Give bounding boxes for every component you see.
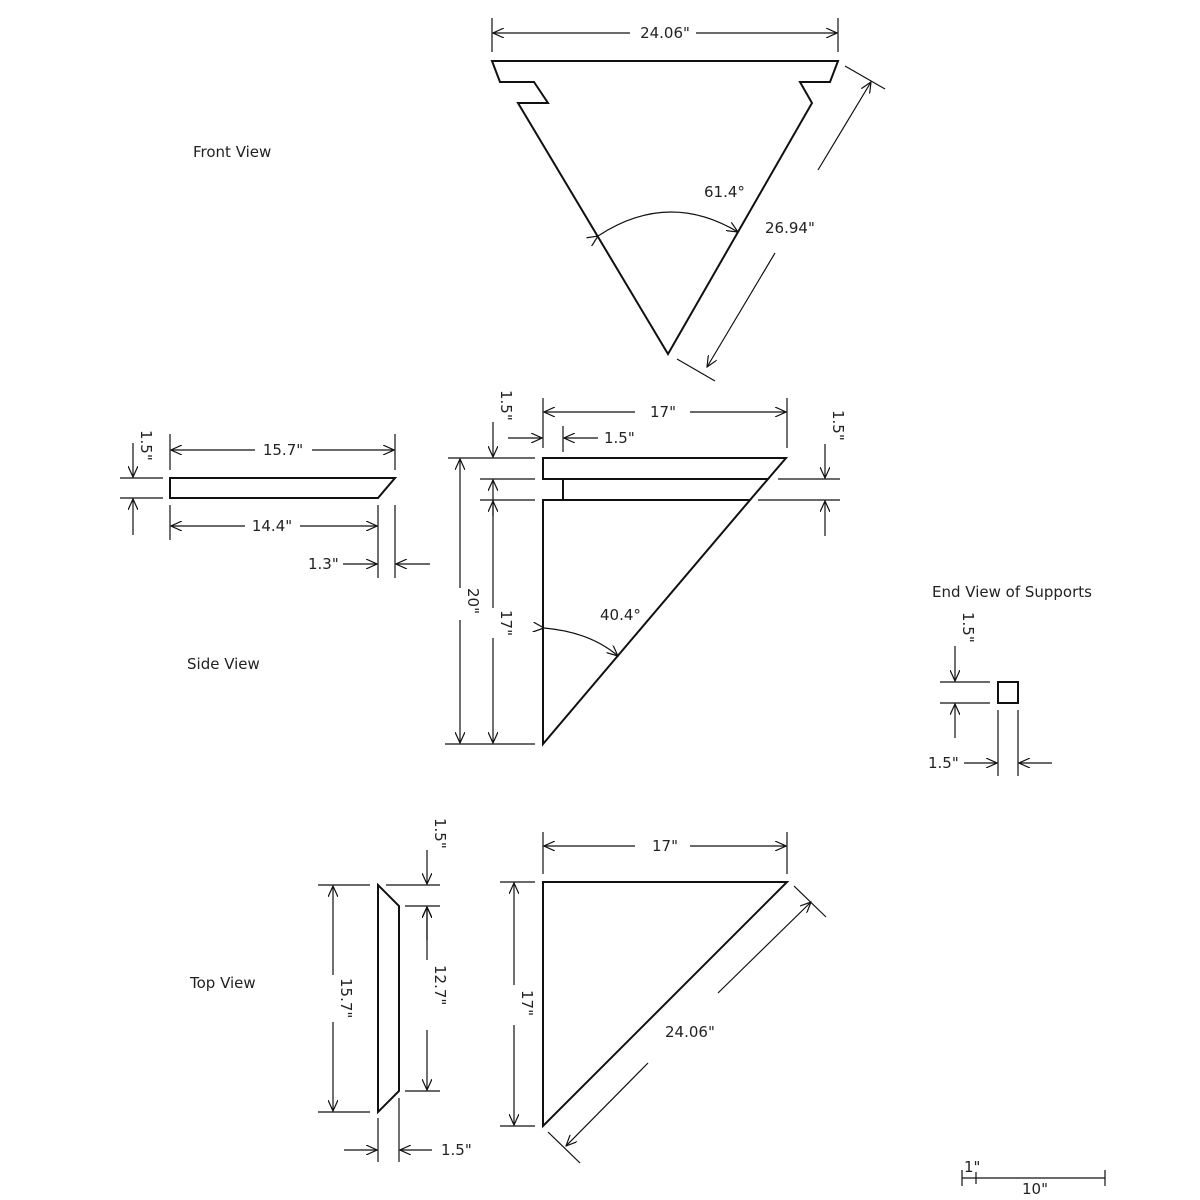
front-side-label: 26.94" (765, 219, 815, 237)
side-bracket-triangle (543, 500, 750, 744)
support-bottom-length-label: 14.4" (251, 517, 293, 535)
top-width-label: 17" (652, 837, 678, 855)
top-view-label: Top View (190, 974, 256, 992)
support-bevel-dimension (343, 505, 430, 578)
end-height-dimension (940, 646, 990, 738)
side-angle-label: 40.4° (600, 606, 641, 624)
front-angle-label: 61.4° (704, 183, 745, 201)
top-support-length-label: 15.7" (337, 978, 355, 1019)
side-top-thickness-dimension (480, 422, 535, 516)
top-support-inner-label: 12.7" (431, 965, 449, 1006)
side-inner-offset-label: 1.5" (604, 429, 635, 447)
top-view-triangle (543, 882, 787, 1126)
side-total-height-label: 20" (464, 588, 482, 614)
side-total-height-dimension (445, 458, 535, 744)
end-width-label: 1.5" (928, 754, 959, 772)
front-width-label: 24.06" (640, 24, 690, 42)
side-lower-height-label: 17" (497, 610, 515, 636)
side-top-thickness-label: 1.5" (497, 390, 515, 421)
end-height-label: 1.5" (959, 612, 977, 643)
scale-large-label: 10" (1022, 1180, 1048, 1198)
front-view-label: Front View (193, 143, 272, 161)
support-thickness-label: 1.5" (137, 430, 155, 461)
top-support-width-dimension (344, 1098, 432, 1162)
scale-small-label: 1" (964, 1158, 981, 1176)
support-bottom-length-dimension (170, 505, 378, 578)
side-inner-offset-dimension (508, 426, 598, 452)
top-support-piece (378, 885, 399, 1112)
front-view-shelf (492, 61, 838, 354)
side-support-piece (170, 478, 395, 498)
side-width-label: 17" (650, 403, 676, 421)
top-support-thickness-label: 1.5" (431, 818, 449, 849)
support-top-length-label: 15.7" (262, 441, 304, 459)
side-view-label: Side View (187, 655, 260, 673)
side-right-thickness-label: 1.5" (829, 410, 847, 441)
end-width-dimension (964, 710, 1052, 776)
end-view-label: End View of Supports (932, 583, 1092, 601)
side-bracket-support-strip (563, 479, 768, 500)
side-bracket-shelf (543, 458, 786, 479)
top-height-label: 17" (518, 990, 536, 1016)
end-view-square (998, 682, 1018, 703)
support-bevel-label: 1.3" (308, 555, 339, 573)
top-hypotenuse-label: 24.06" (665, 1023, 715, 1041)
top-support-width-label: 1.5" (441, 1141, 472, 1159)
